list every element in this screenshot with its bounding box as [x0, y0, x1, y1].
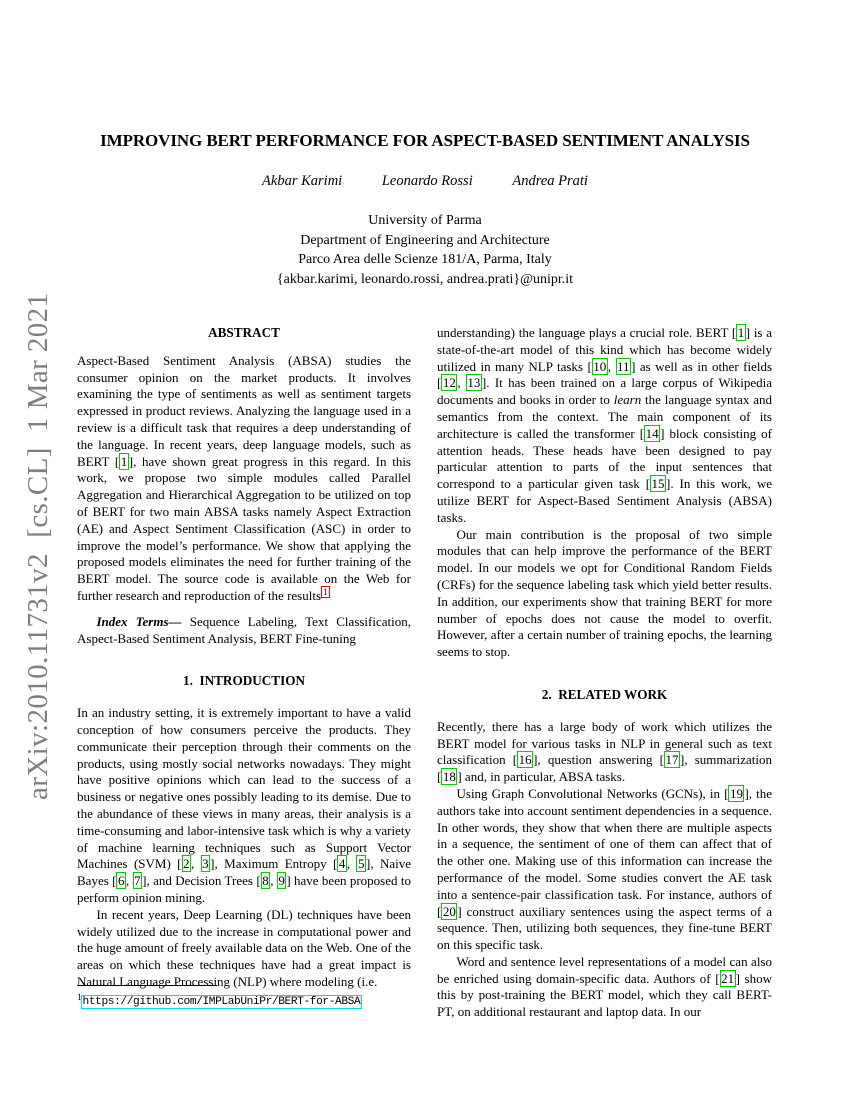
- text-segment: understanding) the language plays a crucial role. BERT [: [437, 325, 737, 340]
- author-name: Leonardo Rossi: [381, 173, 473, 189]
- citation-link[interactable]: 2: [183, 856, 190, 872]
- citation-link[interactable]: 7: [134, 873, 141, 889]
- affiliation-line: Department of Engineering and Architecture: [300, 232, 550, 248]
- footnote-url-link[interactable]: https://github.com/IMPLabUniPr/BERT-for-ABSA: [82, 996, 361, 1008]
- citation-link[interactable]: 20: [442, 903, 456, 919]
- text-segment: ], summarization [: [437, 752, 773, 785]
- citation-link[interactable]: 16: [518, 752, 532, 768]
- text-segment: ] block consisting of attention heads. These heads have been designed to pay particular attention to parts of the input sentences that correspond to a particular given task [: [437, 425, 772, 492]
- intro-paragraph: [77, 705, 411, 907]
- citation-link[interactable]: 21: [721, 970, 735, 986]
- text-segment: Recently, there has a large body of work which utilizes the BERT model for various tasks in NLP in general such as text classification [: [437, 718, 772, 768]
- citation-link[interactable]: 14: [645, 425, 659, 441]
- text-segment: ] show this by post-training the BERT model, which they call BERT-PT, on additional restaurant and laptop data. In our: [437, 970, 773, 1020]
- text-segment: ,: [191, 856, 201, 872]
- related-work-paragraph: [437, 786, 772, 954]
- abstract-heading: ABSTRACT: [208, 325, 280, 340]
- author-name: Akbar Karimi: [262, 173, 343, 189]
- text-segment: ], have shown great progress in this regard. In this work, we propose two simple modules called Parallel Aggregation and Hierarchical Aggregation to be utilized on top of BERT for two main ABSA tasks namely Aspect Extraction (AE) and Aspect Sentiment Classification (ASC) in order to improve the model’s performance. We show that applying the proposed models eliminates the need for further training of the BERT model. The source code is available on the Web for further research and reproduction of the results: [77, 453, 411, 603]
- left-column: [77, 325, 412, 989]
- author-name: Andrea Prati: [512, 173, 588, 189]
- related-work-paragraph: [437, 954, 772, 1021]
- citation-link[interactable]: 10: [593, 358, 607, 374]
- footnote-block: [77, 985, 412, 1008]
- citation-link[interactable]: 15: [651, 476, 665, 492]
- abstract-paragraph: [77, 353, 411, 605]
- text-segment: ]. In this work, we utilize BERT for Aspect-Based Sentiment Analysis (ABSA) tasks.: [437, 476, 772, 525]
- section-heading-related-work: 2. RELATED WORK: [541, 686, 668, 702]
- paper-title: IMPROVING BERT PERFORMANCE FOR ASPECT-BASED SENTIMENT ANALYSIS: [100, 131, 750, 150]
- text-segment: Word and sentence level representations of a model can also be enriched using domain-specific data. Authors of [: [437, 953, 772, 986]
- affiliation-line: Parco Area delle Scienze 181/A, Parma, Italy: [298, 252, 552, 267]
- footnote-line: [77, 992, 412, 1008]
- text-segment: ], question answering [: [533, 752, 664, 768]
- text-segment: Using Graph Convolutional Networks (GCNs), in [: [456, 785, 729, 801]
- text-segment: ,: [346, 856, 357, 872]
- text-segment: ], and Decision Trees [: [142, 873, 261, 889]
- citation-link[interactable]: 19: [729, 785, 743, 801]
- body-paragraph: [437, 325, 772, 527]
- citation-link[interactable]: 13: [467, 375, 481, 391]
- text-segment: ] have been proposed to perform opinion mining.: [77, 873, 411, 905]
- text-segment: ]. It has been trained on a large corpus of Wikipedia documents and books in order to: [437, 375, 772, 408]
- affiliation-line: University of Parma: [368, 213, 482, 228]
- arxiv-watermark: arXiv:2010.11731v2 [cs.CL] 1 Mar 2021: [22, 292, 54, 800]
- text-segment: ], Maximum Entropy [: [210, 856, 338, 872]
- citation-link[interactable]: 18: [442, 769, 456, 785]
- section-heading-introduction: 1. INTRODUCTION: [183, 673, 305, 689]
- affiliation-block: [0, 211, 850, 289]
- text-segment: Aspect-Based Sentiment Analysis (ABSA) studies the consumer opinion on the market products. It involves examining the type of sentiments as well as sentiment targets expressed in product reviews. Analyzing the language used in a review is a difficult task that requires a deep understanding of the language. In recent years, deep language models, such as BERT [: [77, 352, 411, 469]
- text-segment: the language syntax and semantics from the context. The main component of its architecture is called the transformer [: [437, 392, 773, 441]
- affiliation-email-line: {akbar.karimi, leonardo.rossi, andrea.prati}@unipr.it: [276, 271, 574, 287]
- text-segment: Sequence Labeling, Text Classification, Aspect-Based Sentiment Analysis, BERT Fine-tuning: [77, 613, 412, 646]
- footnote-number: 1: [77, 992, 82, 1002]
- footnote-rule: [77, 985, 217, 986]
- text-segment: Index Terms—: [96, 613, 190, 629]
- text-segment: ], Naive Bayes [: [77, 856, 412, 889]
- text-segment: In an industry setting, it is extremely important to have a valid conception of how consumers perceive the products. They communicate their perception through their comments on the products, using mostly social networks nowadays. They might have positive opinions which can lead to the success of a business or negative ones possibly leading to its demise. Due to the abundance of these views in many areas, their analysis is a time-consuming and labor-intensive task which is why a variety of machine learning techniques such as Support Vector Machines (SVM) [: [77, 705, 411, 872]
- text-segment: ] construct auxiliary sentences using the aspect terms of a sequence. Then, utilizing both sequences, they fine-tune BERT on this specific task.: [437, 903, 772, 953]
- text-segment: ,: [457, 375, 466, 391]
- citation-link[interactable]: 1: [120, 453, 128, 469]
- citation-link[interactable]: 17: [665, 752, 679, 768]
- citation-link[interactable]: 3: [202, 856, 209, 872]
- author-list: [0, 173, 850, 190]
- citation-link[interactable]: 8: [262, 873, 269, 889]
- text-segment: ,: [270, 873, 277, 889]
- text-segment: Our main contribution is the proposal of two simple modules that can help improve the performance of the BERT model. In our models we opt for Conditional Random Fields (CRFs) for the sequence labeling task which yield better results. In addition, our experiments show that training BERT for more number of epochs does not cause the model to overfit. However, after a certain number of training epochs, the learning seems to stop.: [437, 526, 772, 660]
- text-segment: ,: [607, 358, 616, 374]
- citation-link[interactable]: 11: [617, 358, 630, 374]
- index-terms-paragraph: [77, 614, 411, 648]
- citation-link[interactable]: 9: [278, 873, 285, 889]
- text-segment: ] is a state-of-the-art model of this kind which has become widely utilized in many NLP tasks [: [437, 325, 772, 374]
- related-work-paragraph: [437, 719, 772, 786]
- footnote-marker-link[interactable]: 1: [323, 586, 328, 597]
- citation-link[interactable]: 1: [737, 325, 745, 340]
- intro-paragraph: [77, 907, 411, 991]
- text-segment: ] and, in particular, ABSA tasks.: [457, 769, 626, 785]
- right-column: [437, 325, 773, 1020]
- citation-link[interactable]: 12: [442, 375, 456, 391]
- text-segment: ] as well as in other fields [: [437, 358, 773, 391]
- text-segment: learn: [613, 392, 642, 408]
- text-segment: In recent years, Deep Learning (DL) techniques have been widely utilized due to the increase in computational power and the huge amount of freely available data on the Web. One of the areas on which these techniques have had a great impact is Natural Language Processing (NLP) where modeling (i.e.: [77, 906, 411, 989]
- text-segment: ], the authors take into account sentiment dependencies in a sequence. In other words, they show that when there are multiple aspects in a sequence, the sentiment of one of them can affect that of the other one. Making use of this information can increase the performance of the model. Some studies convert the AE task into a sentence-pair classification task. For instance, authors of [: [437, 785, 772, 919]
- citation-link[interactable]: 6: [117, 873, 125, 889]
- text-segment: ,: [125, 873, 133, 889]
- citation-link[interactable]: 5: [357, 856, 365, 872]
- body-paragraph: [437, 527, 772, 661]
- citation-link[interactable]: 4: [338, 856, 346, 872]
